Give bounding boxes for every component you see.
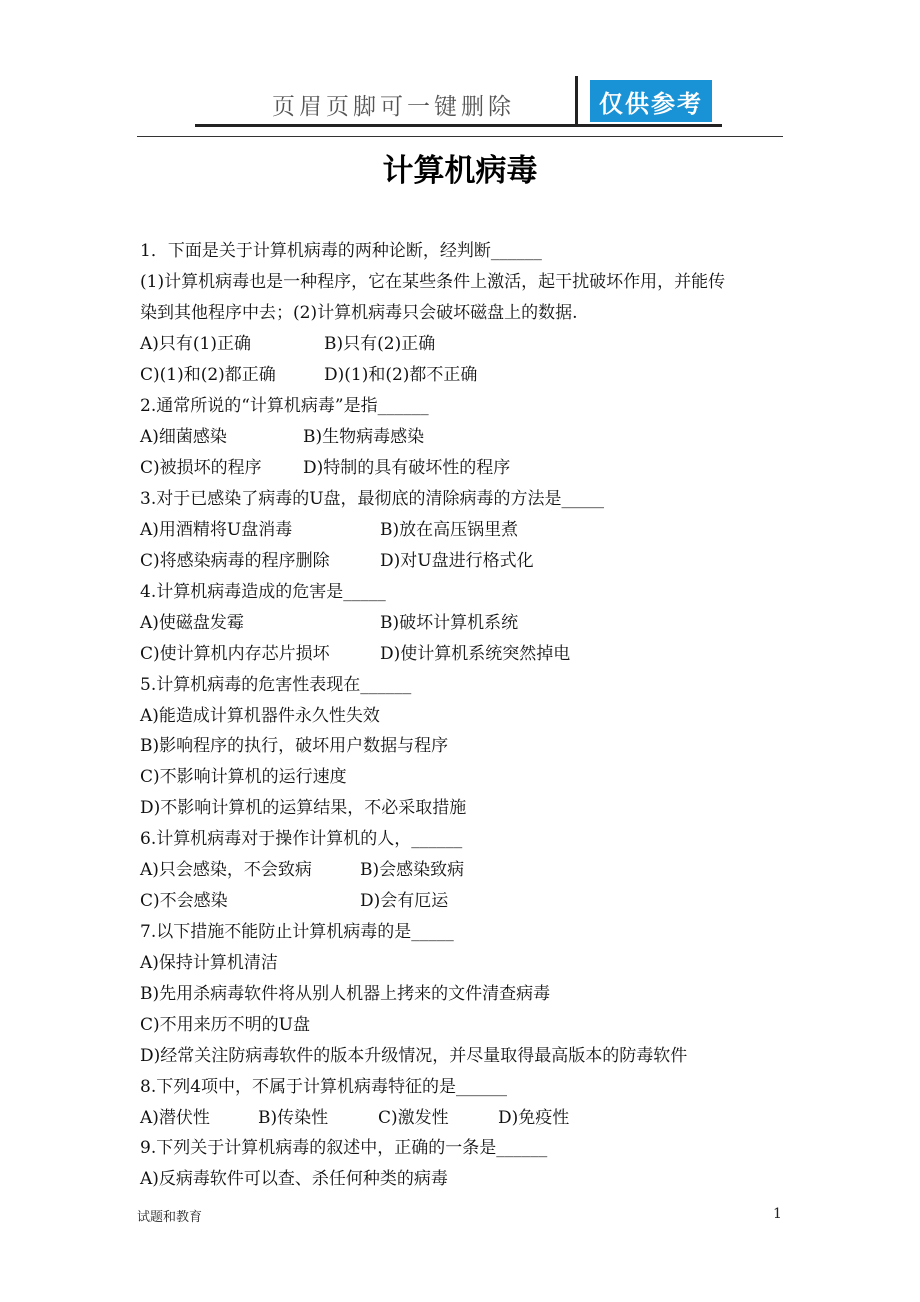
page-number: 1 — [773, 1206, 782, 1222]
option-c: C)不会感染 — [140, 891, 228, 911]
option-d: D)对U盘进行格式化 — [380, 551, 534, 571]
option-c: C)(1)和(2)都正确 — [140, 365, 276, 385]
option-c: C)激发性 — [378, 1108, 449, 1128]
option-a: A)只有(1)正确 — [140, 334, 251, 354]
question-8: 8.下列4项中，不属于计算机病毒特征的是______ — [140, 1077, 508, 1097]
option-d: D)使计算机系统突然掉电 — [380, 644, 571, 664]
question-2-options-ab — [140, 426, 425, 448]
option-c: C)将感染病毒的程序删除 — [140, 551, 330, 571]
option-a: A)只会感染，不会致病 — [140, 860, 312, 880]
question-6-options-cd — [140, 890, 449, 912]
footer-label: 试题和教育 — [137, 1210, 203, 1225]
option-a: A)用酒精将U盘消毒 — [140, 520, 293, 540]
option-a: A)使磁盘发霉 — [140, 613, 244, 633]
option-a: A)潜伏性 — [140, 1108, 210, 1128]
question-1-statement-line-2: 染到其他程序中去；(2)计算机病毒只会破坏磁盘上的数据. — [140, 303, 578, 323]
question-3: 3.对于已感染了病毒的U盘，最彻底的清除病毒的方法是_____ — [140, 489, 605, 509]
header-text: 页眉页脚可一键删除 — [272, 94, 515, 120]
question-6-options-ab — [140, 859, 465, 881]
option-c: C)不影响计算机的运行速度 — [140, 767, 347, 787]
question-8-options — [140, 1107, 570, 1129]
option-b: B)传染性 — [258, 1108, 329, 1128]
question-4-options-ab — [140, 612, 519, 634]
option-d: D)经常关注防病毒软件的版本升级情况，并尽量取得最高版本的防毒软件 — [140, 1046, 688, 1066]
option-d: D)免疫性 — [498, 1108, 570, 1128]
question-1: 1．下面是关于计算机病毒的两种论断，经判断______ — [140, 241, 542, 261]
page-title: 计算机病毒 — [382, 153, 538, 189]
question-4-options-cd — [140, 643, 571, 665]
option-a: A)细菌感染 — [140, 427, 227, 447]
option-c: C)被损坏的程序 — [140, 458, 262, 478]
question-1-statement-line-1: (1)计算机病毒也是一种程序，它在某些条件上激活，起干扰破坏作用，并能传 — [140, 272, 726, 292]
question-2: 2.通常所说的“计算机病毒”是指______ — [140, 396, 429, 416]
option-c: C)使计算机内存芯片损坏 — [140, 644, 330, 664]
option-b: B)只有(2)正确 — [324, 334, 436, 354]
option-b: B)破坏计算机系统 — [380, 613, 519, 633]
question-4: 4.计算机病毒造成的危害是_____ — [140, 582, 386, 602]
header-rule-thin — [137, 136, 783, 137]
option-d: D)特制的具有破坏性的程序 — [303, 458, 511, 478]
option-c: C)不用来历不明的U盘 — [140, 1015, 310, 1035]
question-1-options-cd — [140, 364, 478, 386]
option-b: B)影响程序的执行，破坏用户数据与程序 — [140, 736, 449, 756]
header-divider — [575, 76, 578, 126]
question-9: 9.下列关于计算机病毒的叙述中，正确的一条是______ — [140, 1138, 548, 1158]
header-badge: 仅供参考 — [590, 80, 712, 122]
option-b: B)先用杀病毒软件将从别人机器上拷来的文件清查病毒 — [140, 984, 551, 1004]
option-d: D)不影响计算机的运算结果，不必采取措施 — [140, 798, 467, 818]
option-b: B)会感染致病 — [360, 860, 465, 880]
option-a: A)保持计算机清洁 — [140, 953, 278, 973]
option-b: B)生物病毒感染 — [303, 427, 425, 447]
option-a: A)能造成计算机器件永久性失效 — [140, 706, 380, 726]
question-1-options-ab — [140, 333, 436, 355]
question-3-options-ab — [140, 519, 519, 541]
option-b: B)放在高压锅里煮 — [380, 520, 519, 540]
question-2-options-cd — [140, 457, 511, 479]
option-a: A)反病毒软件可以查、杀任何种类的病毒 — [140, 1169, 448, 1189]
question-5: 5.计算机病毒的危害性表现在______ — [140, 675, 412, 695]
option-d: D)会有厄运 — [360, 891, 449, 911]
question-7: 7.以下措施不能防止计算机病毒的是_____ — [140, 922, 454, 942]
option-d: D)(1)和(2)都不正确 — [324, 365, 478, 385]
question-6: 6.计算机病毒对于操作计算机的人，______ — [140, 829, 463, 849]
header-rule-thick — [195, 124, 722, 127]
question-3-options-cd — [140, 550, 534, 572]
